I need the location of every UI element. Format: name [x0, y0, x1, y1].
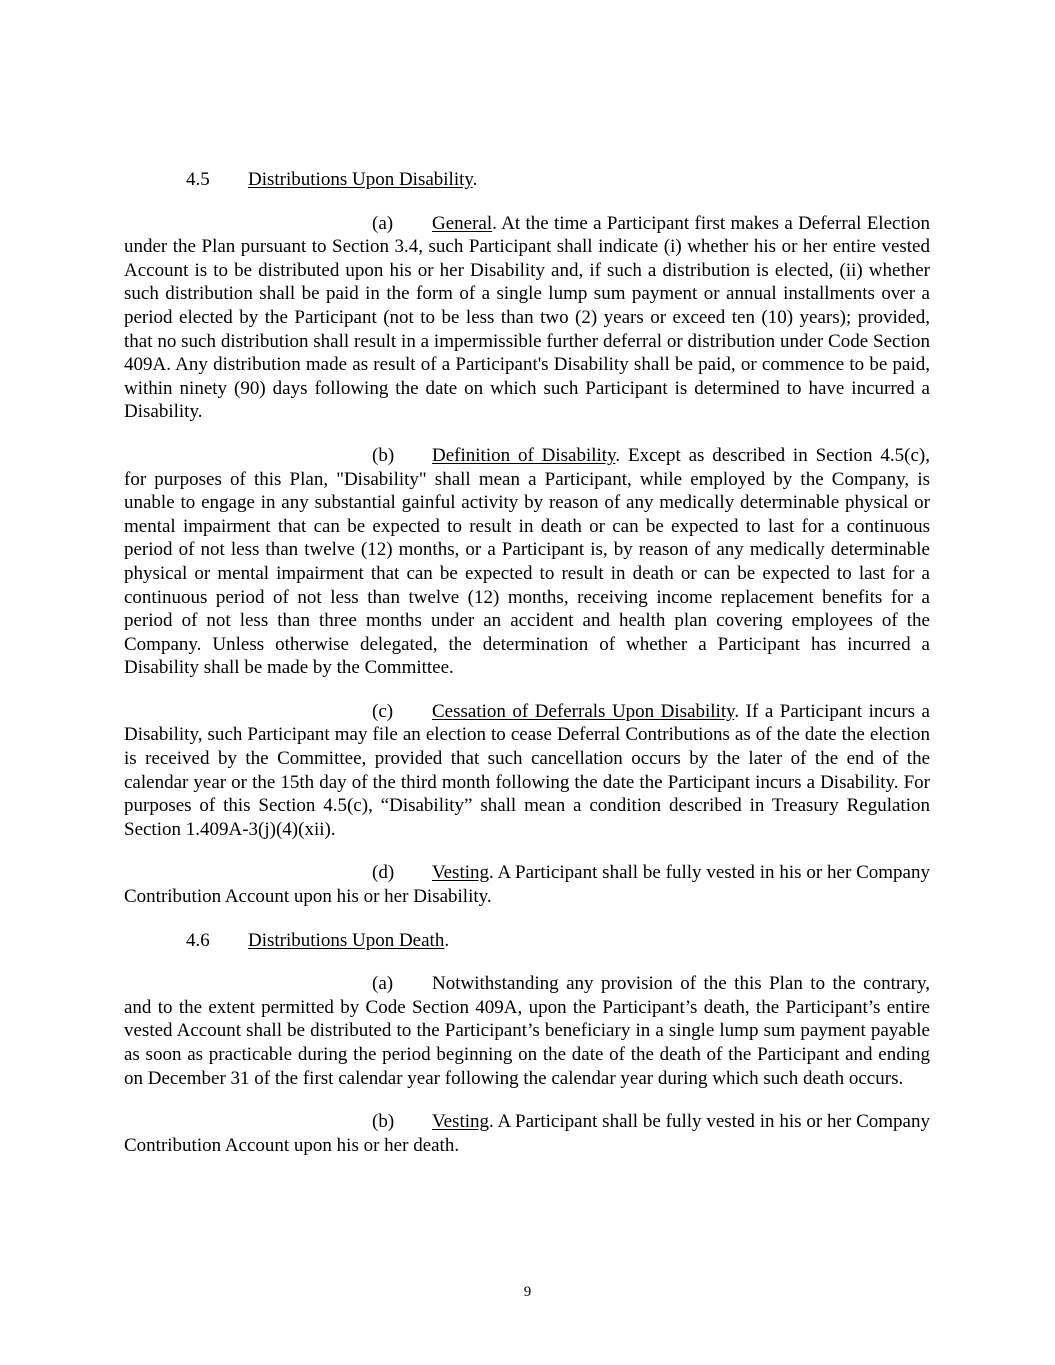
document-page — [124, 168, 930, 1177]
paragraph-4-6-a — [124, 972, 930, 1090]
paragraph-text: If a Participant incurs a Disability, such Participant may file an election to cease Deferral Contributions as of the date the election is received by the Committee, provided that such cancellation occurs by the later of the end of the calendar year or the 15th day of the third month following the date the Participant incurs a Disability. For purposes of this Section 4.5(c), “Disability” shall mean a condition described in Treasury Regulation Section 1.409A-3(j)(4)(xii). — [124, 700, 930, 840]
paragraph-letter: (a) — [372, 212, 394, 234]
paragraph-letter: (d) — [372, 862, 395, 884]
paragraph-title: Vesting — [432, 1111, 489, 1133]
section-4-5-heading — [124, 168, 930, 192]
paragraph-4-5-b — [124, 444, 930, 680]
paragraph-title: Cessation of Deferrals Upon Disability — [432, 700, 735, 722]
paragraph-letter: (b) — [372, 444, 395, 466]
paragraph-4-5-a — [124, 212, 930, 424]
section-number: 4.6 — [186, 929, 210, 951]
paragraph-title-period: . — [615, 444, 621, 466]
paragraph-title-period: . — [489, 1111, 494, 1133]
section-title: Distributions Upon Disability — [248, 169, 473, 190]
paragraph-title: Definition of Disability — [432, 444, 616, 466]
paragraph-letter: (c) — [372, 700, 394, 722]
section-title-period: . — [444, 929, 450, 951]
section-number: 4.5 — [186, 169, 210, 190]
paragraph-letter: (b) — [372, 1111, 395, 1133]
page-number: 9 — [523, 1284, 532, 1300]
paragraph-letter: (a) — [372, 973, 394, 995]
paragraph-4-6-b — [124, 1110, 930, 1157]
paragraph-title-period: . — [492, 212, 497, 234]
paragraph-title: Vesting — [432, 862, 489, 884]
paragraph-text: Notwithstanding any provision of the this Plan to the contrary, and to the extent permitted by Code Section 409A, upon the Participant’s death, the Participant’s entire vested Account shall be distributed to the Participant’s beneficiary in a single lump sum payment payable as soon as practicable during the period beginning on the date of the death of the Participant and ending on December 31 of the first calendar year following the calendar year during which such death occurs. — [124, 973, 930, 1089]
paragraph-text: A Participant shall be fully vested in his or her Company Contribution Account upon his or her death. — [124, 1111, 930, 1156]
paragraph-title: General — [432, 212, 493, 234]
paragraph-title-period: . — [734, 700, 740, 722]
paragraph-4-5-c — [124, 700, 930, 842]
section-title-period: . — [472, 169, 478, 190]
paragraph-text: At the time a Participant first makes a Deferral Election under the Plan pursuant to Section 3.4, such Participant shall indicate (i) whether his or her entire vested Account is to be distributed upon his or her Disability and, if such a distribution is elected, (ii) whether such distribution shall be paid in the form of a single lump sum payment or annual installments over a period elected by the Participant (not to be less than two (2) years or exceed ten (10) years); provided, that no such distribution shall result in a impermissible further deferral or distribution under Code Section 409A. Any distribution made as result of a Participant's Disability shall be paid, or commence to be paid, within ninety (90) days following the date on which such Participant is determined to have incurred a Disability. — [124, 212, 930, 423]
section-4-6-heading — [124, 929, 930, 953]
paragraph-title-period: . — [489, 862, 494, 884]
paragraph-4-5-d — [124, 861, 930, 908]
paragraph-text: A Participant shall be fully vested in his or her Company Contribution Account upon his or her Disability. — [124, 862, 930, 908]
paragraph-text: Except as described in Section 4.5(c), for purposes of this Plan, "Disability" shall mean a Participant, while employed by the Company, is unable to engage in any substantial gainful activity by reason of any medically determinable physical or mental impairment that can be expected to result in death or can be expected to last for a continuous period of not less than twelve (12) months, or a Participant is, by reason of any medically determinable physical or mental impairment that can be expected to result in death or can be expected to last for a continuous period of not less than twelve (12) months, receiving income replacement benefits for a period of not less than three months under an accident and health plan covering employees of the Company. Unless otherwise delegated, the determination of whether a Participant has incurred a Disability shall be made by the Committee. — [124, 444, 930, 679]
section-title: Distributions Upon Death — [248, 929, 445, 951]
